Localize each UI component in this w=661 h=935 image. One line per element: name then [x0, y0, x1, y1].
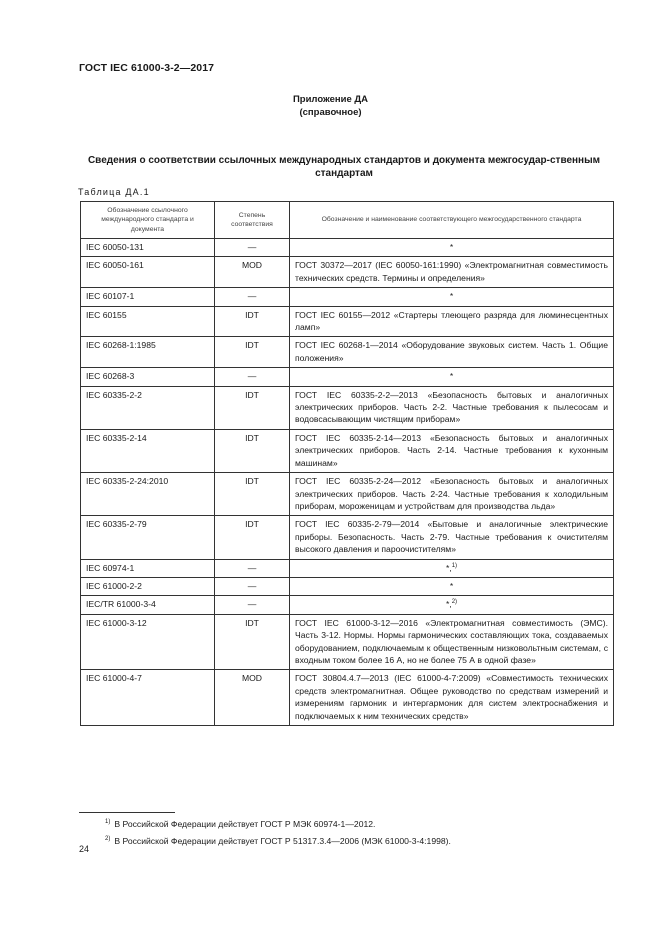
- footnote: [105, 815, 451, 832]
- table-row: [81, 288, 614, 306]
- table-row: [81, 306, 614, 337]
- cell-gost: ГОСТ IEC 60335-2-24—2012 «Безопасность бытовых и аналогичных электрических приборов. Часть 2-24. Частные требования к холодильным приборам, мороженицам и устройствам для производства льда»: [290, 473, 614, 516]
- cell-gost-text: *,: [445, 599, 452, 610]
- table-row: [81, 614, 614, 670]
- cell-degree: —: [215, 559, 290, 577]
- table-row: [81, 337, 614, 368]
- header-international-standard: Обозначение ссылочного международного стандарта и документа: [81, 202, 215, 239]
- cell-degree: —: [215, 596, 290, 614]
- cell-gost: [290, 559, 614, 577]
- footnote-mark: 2): [105, 835, 111, 842]
- cell-degree: MOD: [215, 257, 290, 288]
- footnote: [105, 832, 451, 849]
- cell-gost: ГОСТ IEC 60335-2-2—2013 «Безопасность бытовых и аналогичных электрических приборов. Часть 2-2. Частные требования к пылесосам и водовсасывающим чистящим приборам»: [290, 386, 614, 429]
- footnotes: [105, 815, 451, 849]
- cell-doc: IEC 60268-1:1985: [81, 337, 215, 368]
- cell-degree: IDT: [215, 306, 290, 337]
- footnote-text: В Российской Федерации действует ГОСТ Р 51317.3.4—2006 (МЭК 61000-3-4:1998).: [114, 835, 451, 846]
- table-row: [81, 670, 614, 726]
- cell-doc: IEC 60155: [81, 306, 215, 337]
- table-header-row: [81, 202, 614, 239]
- cell-degree: IDT: [215, 429, 290, 472]
- table-row: [81, 429, 614, 472]
- cell-gost: ГОСТ 30804.4.7—2013 (IEC 61000-4-7:2009) «Совместимость технических средств электромагнитная. Общее руководство по средствам измерений и измерениям гармоник и интергармоник для систем электроснабжения и подключаемых к ним технических средств»: [290, 670, 614, 726]
- cell-gost: ГОСТ IEC 60335-2-79—2014 «Бытовые и аналогичные электрические приборы. Безопасность. Часть 2-79. Частные требования к очистителям высокого давления и пароочистителям»: [290, 516, 614, 559]
- cell-doc: IEC 60335-2-79: [81, 516, 215, 559]
- cell-degree: IDT: [215, 614, 290, 670]
- table-row: [81, 386, 614, 429]
- table-caption: Таблица ДА.1: [78, 187, 150, 197]
- cell-doc: IEC 61000-3-12: [81, 614, 215, 670]
- cell-degree: —: [215, 239, 290, 257]
- cell-doc: IEC 60974-1: [81, 559, 215, 577]
- annex-heading: [0, 93, 661, 119]
- cell-degree: IDT: [215, 516, 290, 559]
- cell-degree: —: [215, 577, 290, 595]
- cell-degree: IDT: [215, 386, 290, 429]
- header-interstate-standard: Обозначение и наименование соответствующего межгосударственного стандарта: [290, 202, 614, 239]
- section-title: Сведения о соответствии ссылочных международных стандартов и документа межгосудар-ственным стандартам: [87, 155, 601, 179]
- table-row: [81, 577, 614, 595]
- cell-doc: IEC 60335-2-24:2010: [81, 473, 215, 516]
- cell-gost: ГОСТ IEC 60155—2012 «Стартеры тлеющего разряда для люминесцентных ламп»: [290, 306, 614, 337]
- table-row: [81, 239, 614, 257]
- page-number: 24: [79, 844, 90, 854]
- footnote-ref: 1): [451, 562, 458, 569]
- table-row: [81, 368, 614, 386]
- cell-gost: ГОСТ IEC 60268-1—2014 «Оборудование звуковых систем. Часть 1. Общие положения»: [290, 337, 614, 368]
- cell-gost: [290, 596, 614, 614]
- cell-degree: IDT: [215, 337, 290, 368]
- cell-gost: *: [290, 368, 614, 386]
- annex-title: Приложение ДА: [292, 94, 369, 105]
- table-row: [81, 473, 614, 516]
- cell-doc: IEC 60050-161: [81, 257, 215, 288]
- cell-doc: IEC 61000-4-7: [81, 670, 215, 726]
- cell-doc: IEC 60335-2-14: [81, 429, 215, 472]
- cell-degree: —: [215, 368, 290, 386]
- cell-doc: IEC 60107-1: [81, 288, 215, 306]
- cell-gost: *: [290, 239, 614, 257]
- cell-gost: *: [290, 288, 614, 306]
- table-row: [81, 516, 614, 559]
- cell-doc: IEC 60268-3: [81, 368, 215, 386]
- cell-gost: ГОСТ IEC 60335-2-14—2013 «Безопасность бытовых и аналогичных электрических приборов. Часть 2-14. Частные требования к кухонным машинам»: [290, 429, 614, 472]
- cell-doc: IEC 60335-2-2: [81, 386, 215, 429]
- correspondence-table: [80, 201, 614, 726]
- cell-gost: ГОСТ IEC 61000-3-12—2016 «Электромагнитная совместимость (ЭМС). Часть 3-12. Нормы. Нормы гармонических составляющих тока, создаваемых оборудованием, подключаемым к общественным низковольтным системам, с входным током более 16 А, но не более 75 А в одной фазе»: [290, 614, 614, 670]
- cell-degree: MOD: [215, 670, 290, 726]
- cell-degree: —: [215, 288, 290, 306]
- annex-subtitle: (справочное): [299, 107, 362, 118]
- footnote-mark: 1): [105, 819, 111, 825]
- footnote-ref: 2): [451, 599, 458, 606]
- footnote-text: В Российской Федерации действует ГОСТ Р МЭК 60974-1—2012.: [114, 818, 376, 829]
- table-row: [81, 559, 614, 577]
- table-row: [81, 596, 614, 614]
- cell-gost: ГОСТ 30372—2017 (IEC 60050-161:1990) «Электромагнитная совместимость технических средств. Термины и определения»: [290, 257, 614, 288]
- cell-doc: IEC 60050-131: [81, 239, 215, 257]
- footnote-divider: [79, 812, 175, 813]
- cell-degree: IDT: [215, 473, 290, 516]
- header-degree: Степень соответствия: [215, 202, 290, 239]
- cell-doc: IEC/TR 61000-3-4: [81, 596, 215, 614]
- cell-gost-text: *,: [445, 562, 452, 573]
- cell-gost: *: [290, 577, 614, 595]
- cell-doc: IEC 61000-2-2: [81, 577, 215, 595]
- standard-number: ГОСТ IEC 61000-3-2—2017: [79, 62, 215, 74]
- table-row: [81, 257, 614, 288]
